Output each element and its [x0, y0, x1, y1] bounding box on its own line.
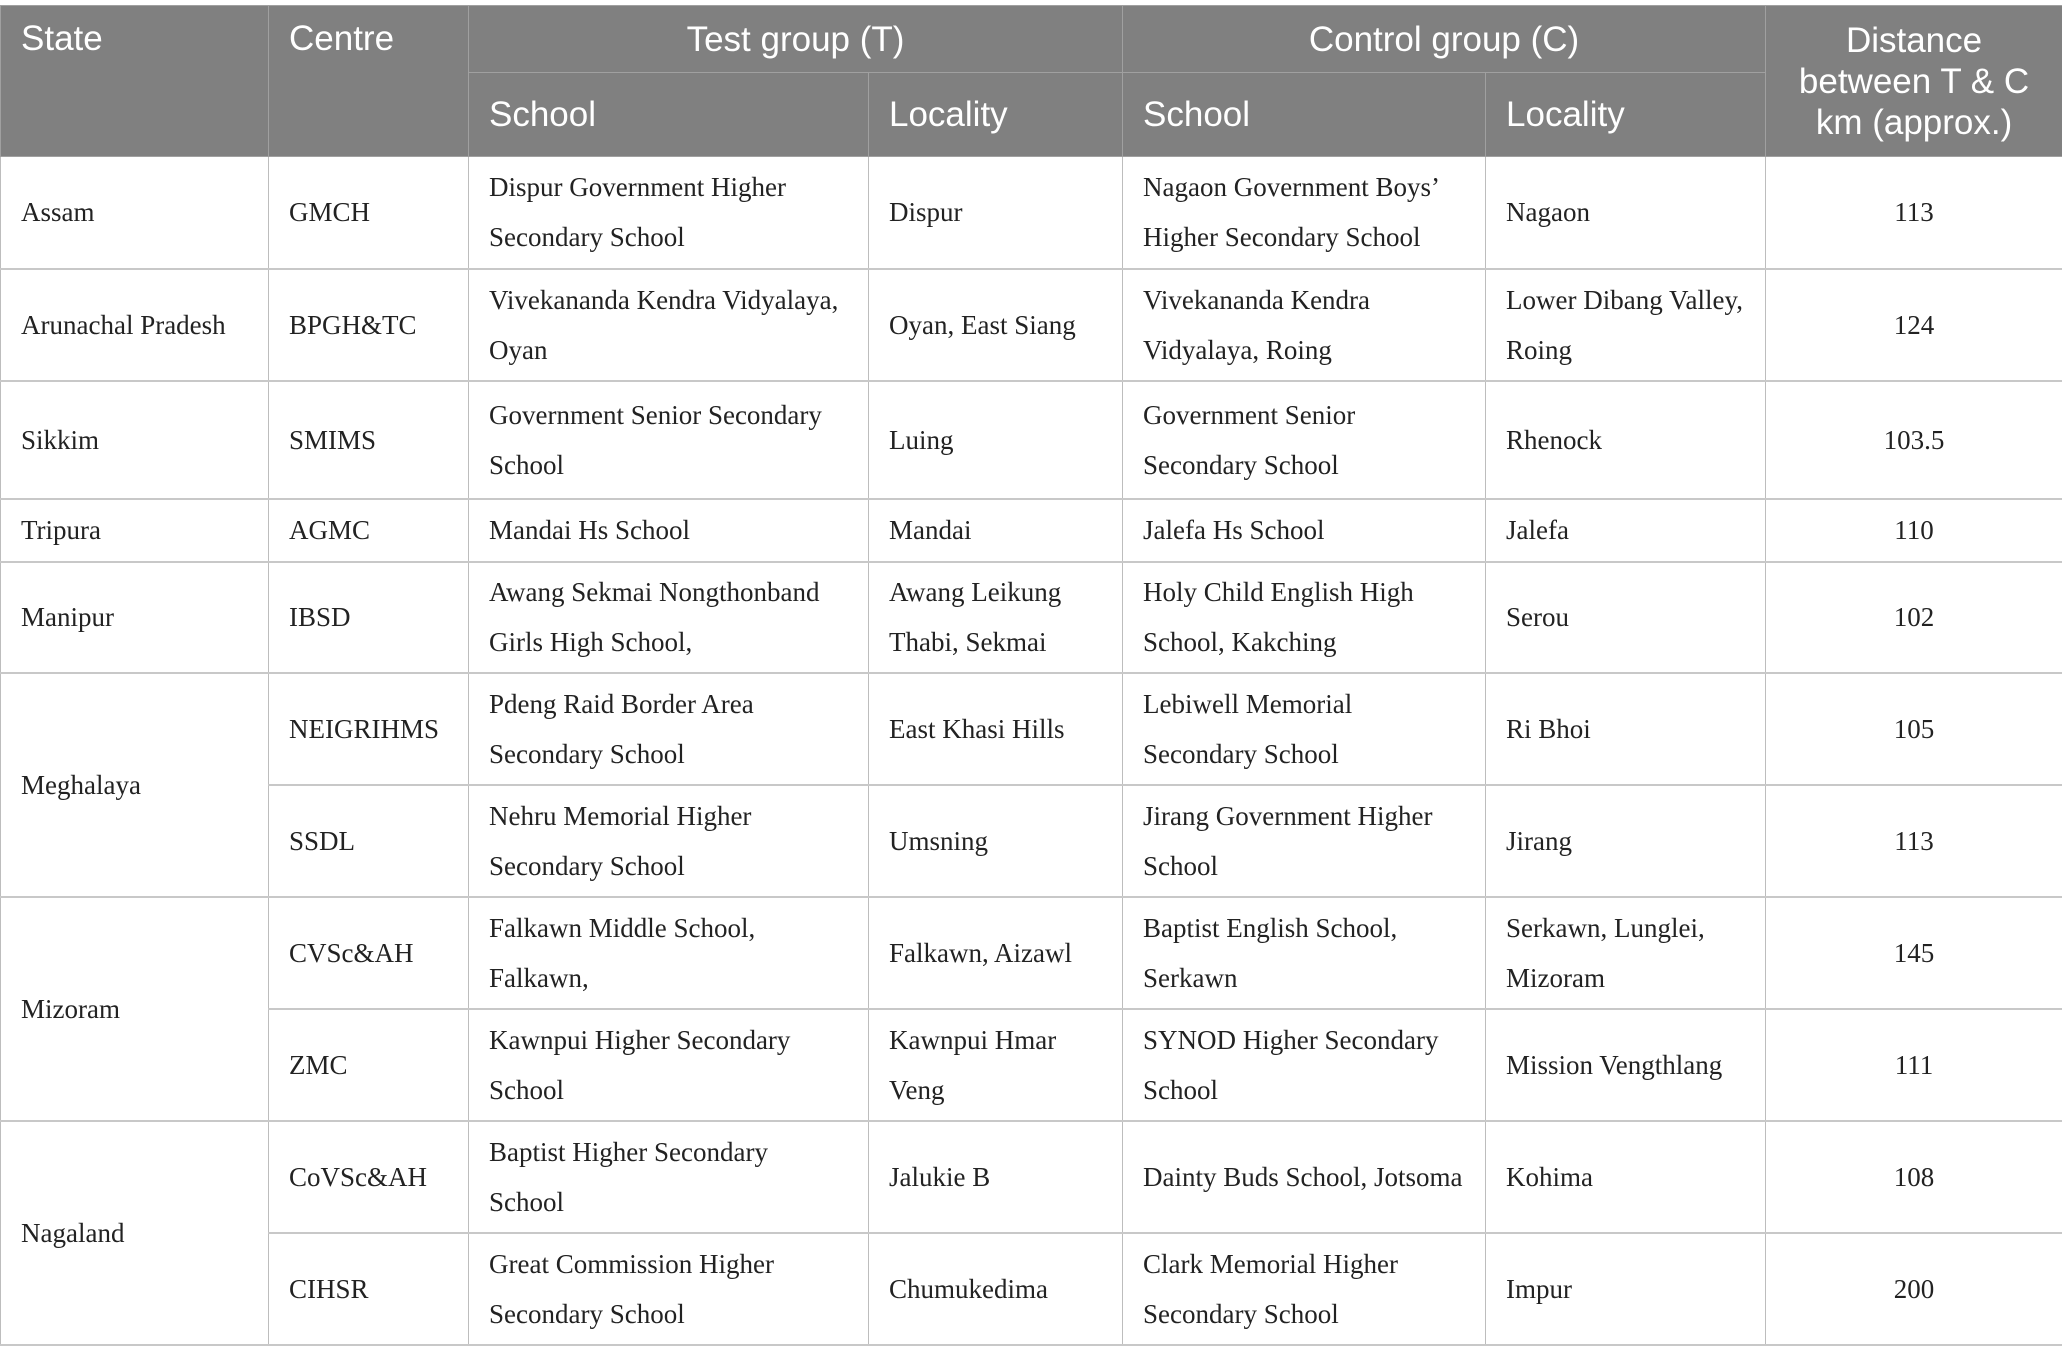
table-row [1, 1233, 2062, 1345]
cell-t-locality: Falkawn, Aizawl [869, 897, 1123, 1009]
cell-t-locality: Kawnpui Hmar Veng [869, 1009, 1123, 1121]
cell-state: Manipur [1, 562, 269, 673]
cell-distance: 145 [1766, 897, 2062, 1009]
cell-t-school: Great Commission Higher Secondary School [469, 1233, 869, 1345]
cell-distance: 113 [1766, 157, 2062, 269]
cell-c-locality: Impur [1486, 1233, 1766, 1345]
cell-c-locality: Kohima [1486, 1121, 1766, 1233]
cell-t-school: Baptist Higher Secondary School [469, 1121, 869, 1233]
cell-t-locality: Chumukedima [869, 1233, 1123, 1345]
cell-c-school: Government Senior Secondary School [1123, 381, 1486, 499]
header-control-group: Control group (C) [1123, 6, 1766, 73]
cell-c-locality: Nagaon [1486, 157, 1766, 269]
cell-state: Arunachal Pradesh [1, 269, 269, 381]
cell-c-school: Holy Child English High School, Kakching [1123, 562, 1486, 673]
cell-distance: 124 [1766, 269, 2062, 381]
cell-centre: CoVSc&AH [269, 1121, 469, 1233]
cell-t-locality: Luing [869, 381, 1123, 499]
cell-t-school: Falkawn Middle School, Falkawn, [469, 897, 869, 1009]
table-row [1, 562, 2062, 673]
cell-c-locality: Serou [1486, 562, 1766, 673]
table-row [1, 1121, 2062, 1233]
table-row [1, 1009, 2062, 1121]
cell-t-school: Kawnpui Higher Secondary School [469, 1009, 869, 1121]
cell-c-locality: Jirang [1486, 785, 1766, 897]
header-centre: Centre [269, 6, 469, 157]
cell-c-locality: Serkawn, Lunglei, Mizoram [1486, 897, 1766, 1009]
cell-centre: IBSD [269, 562, 469, 673]
cell-t-school: Nehru Memorial Higher Secondary School [469, 785, 869, 897]
cell-centre: BPGH&TC [269, 269, 469, 381]
cell-state: Assam [1, 157, 269, 269]
cell-t-school: Government Senior Secondary School [469, 381, 869, 499]
cell-centre: CIHSR [269, 1233, 469, 1345]
header-test-group: Test group (T) [469, 6, 1123, 73]
cell-distance: 103.5 [1766, 381, 2062, 499]
table-row [1, 785, 2062, 897]
cell-distance: 102 [1766, 562, 2062, 673]
cell-t-locality: Mandai [869, 499, 1123, 562]
cell-c-locality: Lower Dibang Valley, Roing [1486, 269, 1766, 381]
cell-centre: CVSc&AH [269, 897, 469, 1009]
cell-c-school: Baptist English School, Serkawn [1123, 897, 1486, 1009]
schools-table [0, 5, 2062, 1346]
header-state: State [1, 6, 269, 157]
cell-distance: 105 [1766, 673, 2062, 785]
cell-state: Sikkim [1, 381, 269, 499]
cell-centre: AGMC [269, 499, 469, 562]
table-row [1, 269, 2062, 381]
cell-t-school: Dispur Government Higher Secondary School [469, 157, 869, 269]
cell-t-locality: Dispur [869, 157, 1123, 269]
table-row [1, 157, 2062, 269]
cell-c-school: Jirang Government Higher School [1123, 785, 1486, 897]
header-distance: Distance between T & C km (approx.) [1766, 6, 2062, 157]
header-control-locality: Locality [1486, 73, 1766, 157]
cell-t-school: Awang Sekmai Nongthonband Girls High School, [469, 562, 869, 673]
header-test-school: School [469, 73, 869, 157]
cell-c-locality: Jalefa [1486, 499, 1766, 562]
cell-distance: 108 [1766, 1121, 2062, 1233]
table-row [1, 673, 2062, 785]
cell-distance: 113 [1766, 785, 2062, 897]
cell-t-locality: East Khasi Hills [869, 673, 1123, 785]
cell-state: Tripura [1, 499, 269, 562]
cell-centre: NEIGRIHMS [269, 673, 469, 785]
cell-c-locality: Ri Bhoi [1486, 673, 1766, 785]
cell-c-school: Lebiwell Memorial Secondary School [1123, 673, 1486, 785]
cell-distance: 110 [1766, 499, 2062, 562]
cell-centre: ZMC [269, 1009, 469, 1121]
cell-t-locality: Umsning [869, 785, 1123, 897]
cell-state: Meghalaya [1, 673, 269, 897]
cell-t-locality: Awang Leikung Thabi, Sekmai [869, 562, 1123, 673]
cell-c-school: Vivekananda Kendra Vidyalaya, Roing [1123, 269, 1486, 381]
cell-t-school: Mandai Hs School [469, 499, 869, 562]
cell-distance: 111 [1766, 1009, 2062, 1121]
cell-c-school: Clark Memorial Higher Secondary School [1123, 1233, 1486, 1345]
cell-c-school: Nagaon Government Boys’ Higher Secondary School [1123, 157, 1486, 269]
cell-c-locality: Mission Vengthlang [1486, 1009, 1766, 1121]
table-row [1, 897, 2062, 1009]
cell-distance: 200 [1766, 1233, 2062, 1345]
cell-c-school: SYNOD Higher Secondary School [1123, 1009, 1486, 1121]
cell-centre: SSDL [269, 785, 469, 897]
header-control-school: School [1123, 73, 1486, 157]
cell-centre: SMIMS [269, 381, 469, 499]
cell-c-school: Jalefa Hs School [1123, 499, 1486, 562]
table-row [1, 381, 2062, 499]
table-row [1, 499, 2062, 562]
cell-c-school: Dainty Buds School, Jotsoma [1123, 1121, 1486, 1233]
header-test-locality: Locality [869, 73, 1123, 157]
cell-state: Nagaland [1, 1121, 269, 1345]
cell-t-school: Pdeng Raid Border Area Secondary School [469, 673, 869, 785]
cell-centre: GMCH [269, 157, 469, 269]
cell-t-locality: Jalukie B [869, 1121, 1123, 1233]
cell-t-locality: Oyan, East Siang [869, 269, 1123, 381]
cell-state: Mizoram [1, 897, 269, 1121]
cell-c-locality: Rhenock [1486, 381, 1766, 499]
cell-t-school: Vivekananda Kendra Vidyalaya, Oyan [469, 269, 869, 381]
